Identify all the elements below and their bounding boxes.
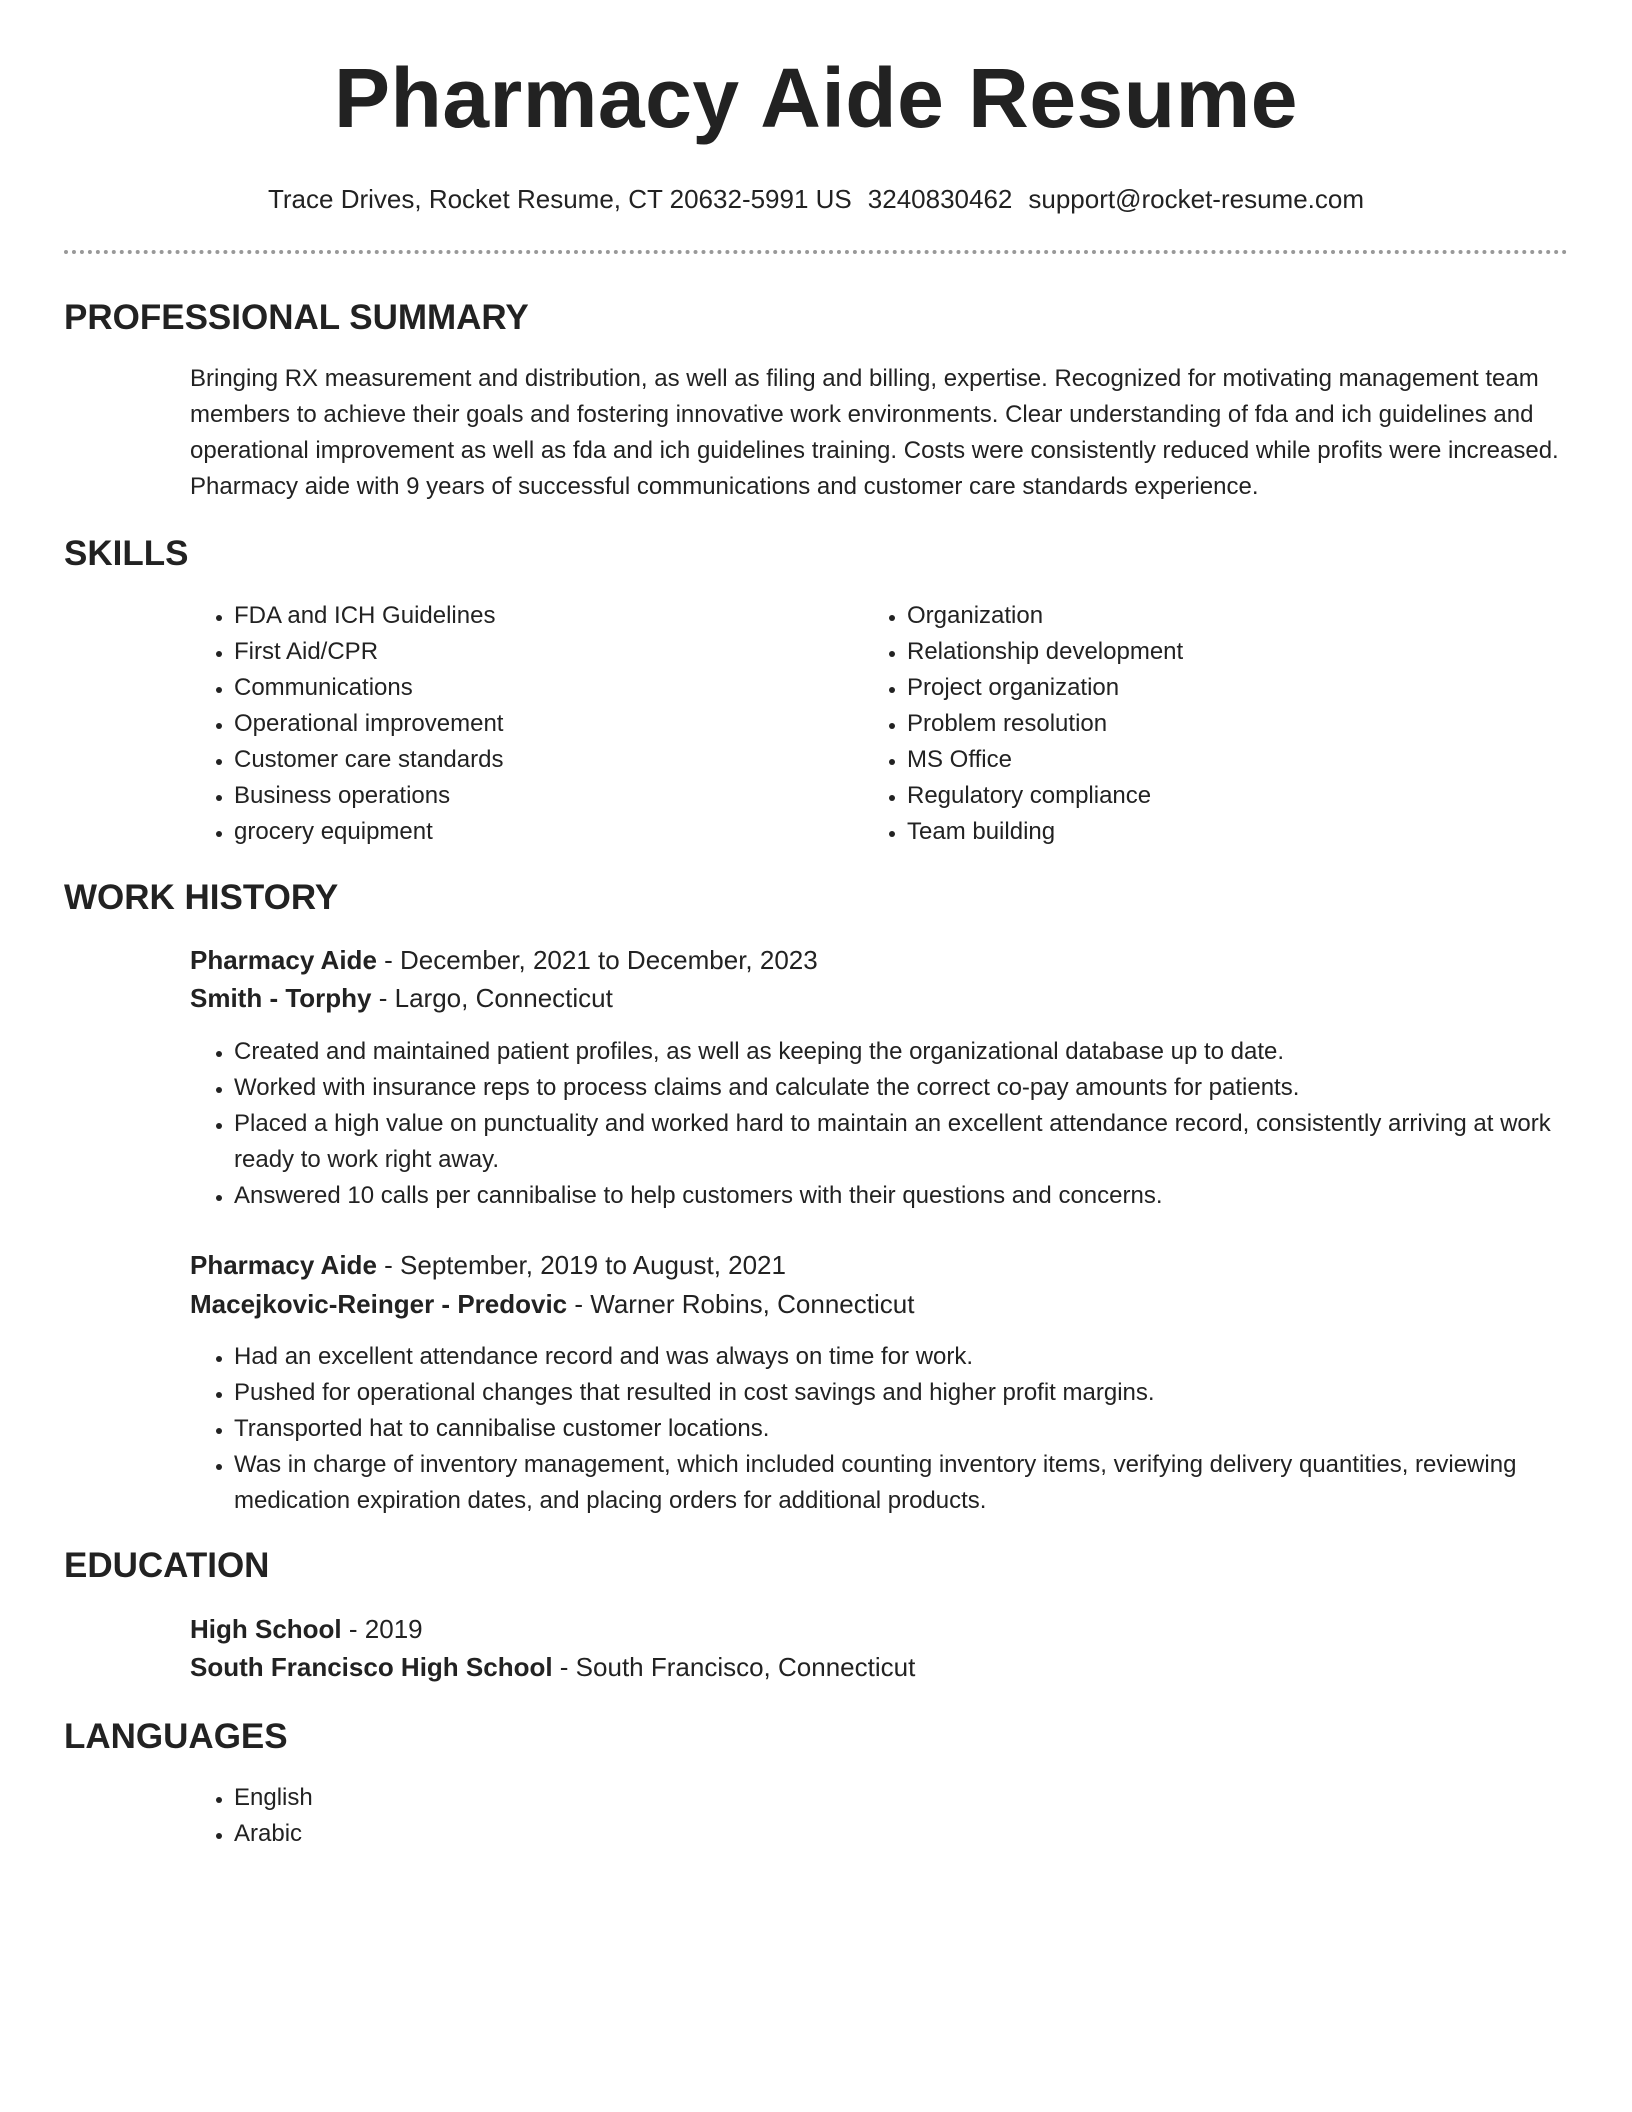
job-bullet: • Was in charge of inventory management, which included counting inventory items, verifying delivery quantities, reviewing medication expiration dates, and placing orders for additional products. bbox=[234, 1447, 1570, 1519]
education-year: - 2019 bbox=[341, 1614, 423, 1644]
skill-item: • First Aid/CPR bbox=[234, 634, 830, 670]
summary-text: Bringing RX measurement and distribution, as well as filing and billing, expertise. Recognized for motivating management team members to achieve their goals and fostering innovative work environments. Clear understanding of fda and ich guidelines and operational improvement as well as fda and ich guidelines training. Costs were consistently reduced while profits were increased. Pharmacy aide with 9 years of successful communications and customer care standards experience. bbox=[190, 365, 1559, 500]
job-dates: - December, 2021 to December, 2023 bbox=[376, 945, 818, 975]
skills-heading: SKILLS bbox=[64, 534, 189, 573]
job-dates: - September, 2019 to August, 2021 bbox=[376, 1250, 786, 1280]
skill-item: • MS Office bbox=[907, 742, 1503, 778]
summary-heading: PROFESSIONAL SUMMARY bbox=[64, 298, 529, 337]
contact-phone: 3240830462 bbox=[867, 184, 1013, 214]
job-title-line bbox=[190, 942, 818, 978]
job-bullets bbox=[190, 1034, 1570, 1214]
skills-column-left bbox=[190, 598, 830, 850]
job-bullet: • Had an excellent attendance record and was always on time for work. bbox=[234, 1339, 1570, 1375]
education-school: South Francisco High School bbox=[190, 1652, 553, 1682]
job-bullet: • Placed a high value on punctuality and worked hard to maintain an excellent attendance record, consistently arriving at work ready to work right away. bbox=[234, 1106, 1570, 1178]
skill-item: • FDA and ICH Guidelines bbox=[234, 598, 830, 634]
job-title-line bbox=[190, 1247, 786, 1283]
job-bullet: • Answered 10 calls per cannibalise to help customers with their questions and concerns. bbox=[234, 1178, 1570, 1214]
skills-column-right bbox=[863, 598, 1503, 850]
skill-item: • Project organization bbox=[907, 670, 1503, 706]
language-item: • English bbox=[234, 1780, 1570, 1816]
contact-address: Trace Drives, Rocket Resume, CT 20632-5991 US bbox=[267, 184, 852, 214]
job-title: Pharmacy Aide bbox=[190, 945, 377, 975]
education-degree-line bbox=[190, 1611, 423, 1647]
job-bullet: • Transported hat to cannibalise customer locations. bbox=[234, 1411, 1570, 1447]
education-location: - South Francisco, Connecticut bbox=[552, 1652, 916, 1682]
skill-item: • Team building bbox=[907, 814, 1503, 850]
language-item: • Arabic bbox=[234, 1816, 1570, 1852]
education-heading: EDUCATION bbox=[64, 1546, 270, 1585]
job-bullet: • Created and maintained patient profiles, as well as keeping the organizational database up to date. bbox=[234, 1034, 1570, 1070]
skill-item: • Customer care standards bbox=[234, 742, 830, 778]
languages-heading: LANGUAGES bbox=[64, 1717, 288, 1756]
job-company: Macejkovic-Reinger - Predovic bbox=[190, 1289, 568, 1319]
job-bullet: • Worked with insurance reps to process claims and calculate the correct co-pay amounts for patients. bbox=[234, 1070, 1570, 1106]
contact-email: support@rocket-resume.com bbox=[1028, 184, 1365, 214]
skill-item: • Business operations bbox=[234, 778, 830, 814]
skill-item: • Organization bbox=[907, 598, 1503, 634]
work-heading: WORK HISTORY bbox=[64, 878, 339, 917]
job-company-line bbox=[190, 1286, 914, 1322]
resume-title: Pharmacy Aide Resume bbox=[334, 51, 1298, 145]
header-divider bbox=[64, 250, 1568, 254]
job-title: Pharmacy Aide bbox=[190, 1250, 377, 1280]
job-location: - Warner Robins, Connecticut bbox=[567, 1289, 915, 1319]
skill-item: • Communications bbox=[234, 670, 830, 706]
education-degree: High School bbox=[190, 1614, 342, 1644]
skill-item: • Regulatory compliance bbox=[907, 778, 1503, 814]
job-bullet: • Pushed for operational changes that resulted in cost savings and higher profit margins. bbox=[234, 1375, 1570, 1411]
job-company: Smith - Torphy bbox=[190, 983, 372, 1013]
skill-item: • Relationship development bbox=[907, 634, 1503, 670]
job-company-line bbox=[190, 980, 613, 1016]
job-location: - Largo, Connecticut bbox=[371, 983, 613, 1013]
contact-info bbox=[64, 181, 1568, 217]
education-school-line bbox=[190, 1649, 915, 1685]
job-bullets bbox=[190, 1339, 1570, 1519]
resume-page bbox=[64, 0, 1568, 2112]
skill-item: • grocery equipment bbox=[234, 814, 830, 850]
languages-list bbox=[190, 1780, 1570, 1852]
skill-item: • Problem resolution bbox=[907, 706, 1503, 742]
skill-item: • Operational improvement bbox=[234, 706, 830, 742]
